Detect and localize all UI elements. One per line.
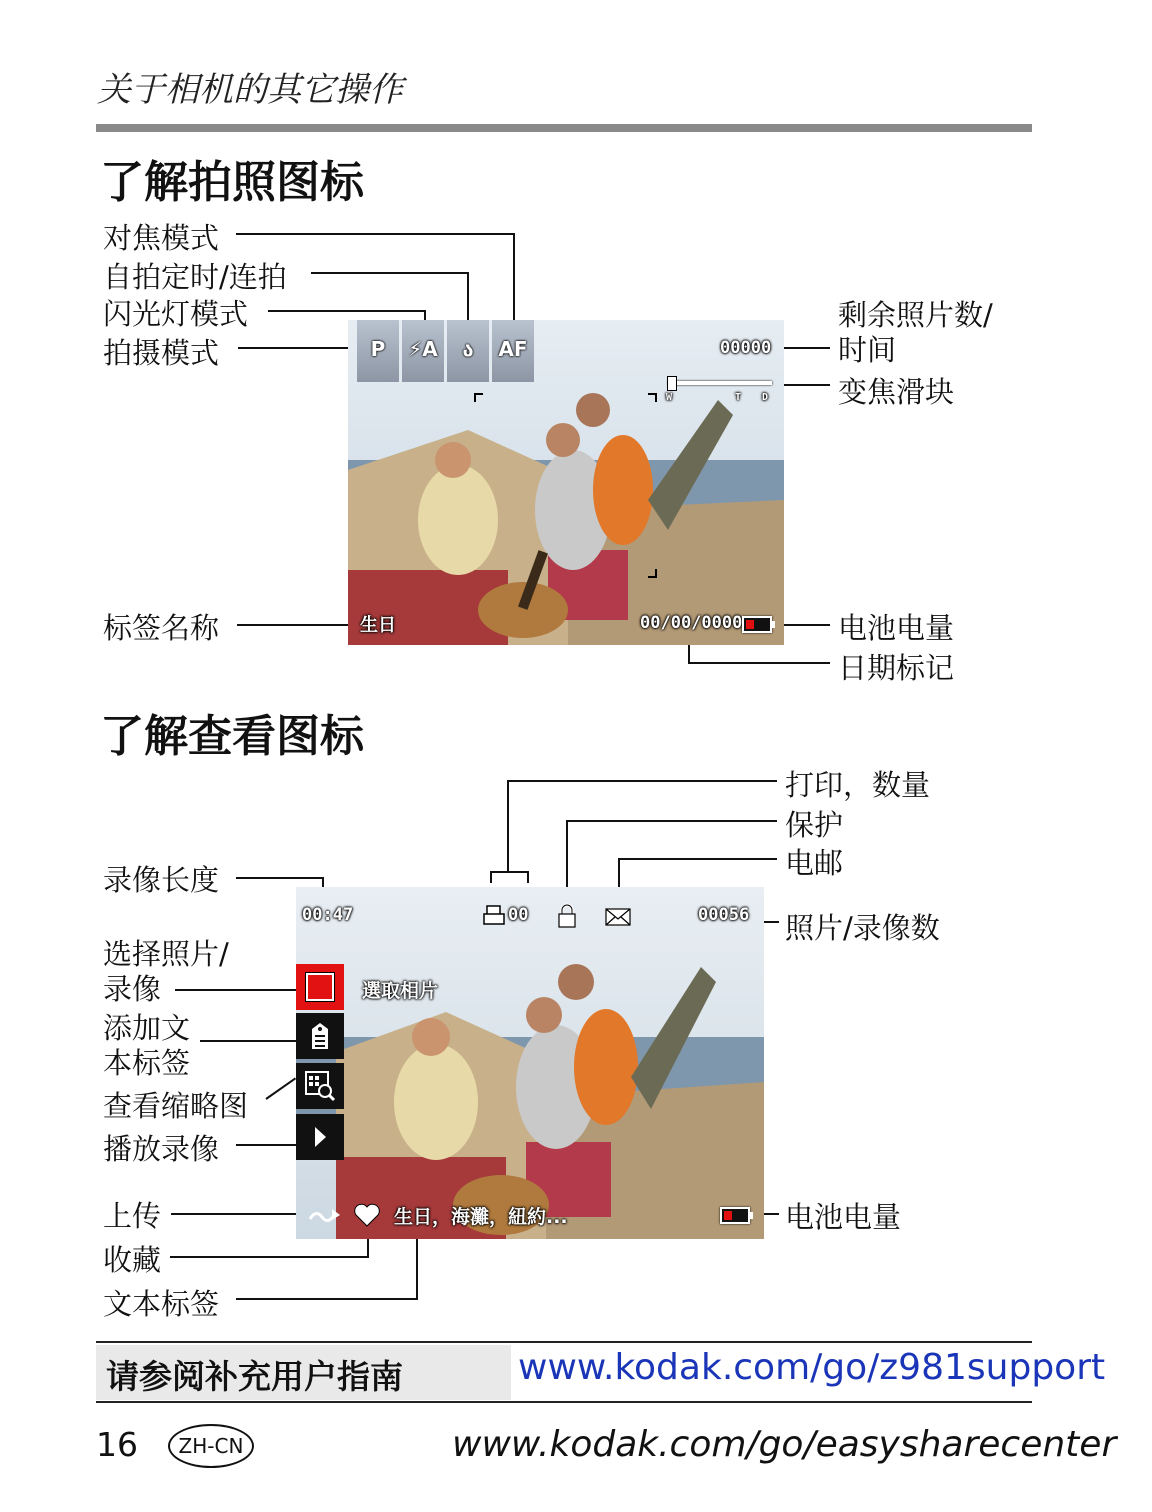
leader-email-h [618, 858, 777, 860]
label-play-video: 播放录像 [103, 1132, 220, 1166]
leader-print-h [507, 780, 777, 782]
label-shoot-mode: 拍摄模式 [103, 336, 220, 370]
zoom-mark-t: T [735, 392, 742, 403]
label-video-length: 录像长度 [103, 863, 220, 897]
print-icon [482, 904, 506, 928]
leader-battery-review [763, 1213, 779, 1215]
leader-zoom [782, 384, 830, 386]
leader-remaining [782, 347, 830, 349]
date-stamp-text: 00/00/0000 [640, 613, 743, 633]
select-button[interactable] [296, 964, 344, 1010]
checkbox-icon [306, 973, 334, 1001]
chapter-title: 关于相机的其它操作 [97, 70, 403, 110]
label-flash-mode: 闪光灯模式 [103, 297, 249, 331]
leader-tag [237, 624, 361, 626]
label-remaining-1: 剩余照片数/ [838, 298, 993, 332]
leader-add-tag [200, 1040, 297, 1042]
thumbnail-view-icon [304, 1070, 336, 1102]
label-tag-name: 标签名称 [103, 611, 220, 645]
leader-timer-h [311, 272, 469, 274]
language-badge: ZH-CN [168, 1424, 254, 1468]
select-label: 選取相片 [362, 980, 439, 1002]
capture-screen [348, 320, 784, 645]
play-video-button[interactable] [296, 1114, 344, 1160]
battery-icon [742, 616, 772, 633]
label-focus-mode: 对焦模式 [103, 221, 220, 255]
header-rule [96, 124, 1032, 132]
leader-shoot [238, 347, 358, 349]
tag-name-text: 生日 [360, 615, 396, 636]
label-battery-review: 电池电量 [785, 1200, 902, 1234]
label-select-2: 录像 [103, 972, 162, 1006]
review-photo [296, 887, 764, 1239]
battery-icon-review [720, 1207, 750, 1224]
capture-section-title: 了解拍照图标 [100, 157, 364, 208]
leader-print-bracket-l [490, 871, 492, 883]
leader-thumbnails [265, 1078, 296, 1100]
leader-date-v [688, 645, 690, 663]
zoom-slider-track [668, 381, 772, 385]
label-thumbnails: 查看缩略图 [103, 1089, 249, 1123]
leader-focus-v [513, 233, 515, 321]
leader-focus-h [236, 233, 514, 235]
label-self-timer: 自拍定时/连拍 [103, 260, 287, 294]
leader-print-bracket-r [527, 871, 529, 883]
leader-protect-h [566, 820, 777, 822]
leader-favorite-h [170, 1256, 368, 1258]
remaining-counter: 00000 [720, 338, 772, 358]
focus-mode-icon: AF [492, 320, 534, 382]
footer-rule-bottom [96, 1401, 1032, 1403]
leader-play [236, 1144, 297, 1146]
label-text-tag: 文本标签 [103, 1287, 220, 1321]
leader-flash-h [268, 310, 426, 312]
self-timer-icon: ა [447, 320, 489, 382]
label-favorite: 收藏 [103, 1243, 162, 1277]
review-section-title: 了解查看图标 [100, 711, 364, 762]
label-zoom-slider: 变焦滑块 [838, 375, 955, 409]
thumbnails-button[interactable] [296, 1063, 344, 1109]
support-link[interactable]: www.kodak.com/go/z981support [518, 1347, 1106, 1388]
page-number: 16 [96, 1425, 138, 1464]
label-email: 电邮 [785, 846, 844, 880]
leader-print-bracket [490, 871, 529, 873]
label-remaining-2: 时间 [838, 333, 897, 367]
label-add-tag-1: 添加文 [103, 1011, 191, 1045]
leader-select [175, 989, 297, 991]
label-protect: 保护 [785, 808, 844, 842]
shoot-mode-icon: P [357, 320, 399, 382]
easyshare-link[interactable]: www.kodak.com/go/easysharecenter [452, 1424, 1117, 1465]
label-print-qty: 打印，数量 [785, 768, 931, 802]
favorite-heart-icon [353, 1202, 381, 1228]
tag-icon [307, 1021, 333, 1051]
email-icon [604, 907, 632, 927]
leader-text-tag-h [236, 1298, 418, 1300]
leader-print-v [507, 780, 509, 872]
leader-video-h [236, 877, 324, 879]
label-select-1: 选择照片/ [103, 937, 229, 971]
zoom-mark-w: W [666, 392, 673, 403]
add-tag-button[interactable] [296, 1013, 344, 1059]
video-length-text: 00:47 [302, 905, 354, 925]
label-photo-count: 照片/录像数 [785, 911, 940, 945]
flash-auto-icon: ⚡A [402, 320, 444, 382]
photo-count-text: 00056 [698, 905, 750, 925]
guide-text: 请参阅补充用户指南 [106, 1357, 403, 1396]
text-tags: 生日，海灘，紐約... [394, 1206, 568, 1228]
label-upload: 上传 [103, 1199, 162, 1233]
leader-upload [171, 1213, 299, 1215]
zoom-mark-d: D [762, 392, 769, 403]
label-date-stamp: 日期标记 [838, 651, 955, 685]
upload-icon [308, 1205, 342, 1225]
review-screen [296, 887, 764, 1239]
leader-count [763, 921, 779, 923]
lock-icon [555, 902, 579, 930]
play-icon [312, 1125, 328, 1149]
leader-timer-v [467, 272, 469, 321]
label-add-tag-2: 本标签 [103, 1046, 191, 1080]
leader-protect-v [566, 820, 568, 892]
leader-date-h [688, 662, 830, 664]
print-count-text: 00 [508, 905, 529, 925]
zoom-slider-thumb [667, 376, 677, 391]
footer-rule-top [96, 1341, 1032, 1343]
label-battery: 电池电量 [838, 611, 955, 645]
leader-battery [782, 624, 830, 626]
